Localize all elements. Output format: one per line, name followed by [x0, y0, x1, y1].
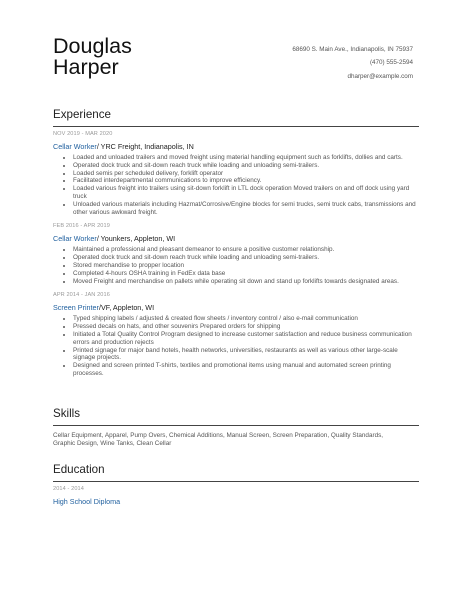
job-dates: FEB 2016 - APR 2019 [53, 223, 110, 230]
address: 68690 S. Main Ave., Indianapolis, IN 75937 [292, 46, 413, 53]
phone: (470) 555-2594 [369, 59, 413, 67]
job-dates: NOV 2019 - MAR 2020 [53, 131, 113, 137]
bullet-item: • Unloaded various materials including Hazmat/Corrosive/Engine blocks for semi trucks, semi truck cabs, transmissions and other various awkward freight. [73, 201, 419, 217]
bullet-item: • Stored merchandise to propper location [73, 262, 419, 270]
job-role: Cellar Worker [53, 142, 97, 151]
experience-section [53, 108, 419, 378]
job-entry [53, 292, 419, 377]
job-title [53, 303, 419, 312]
job-company: / Younkers, Appleton, WI [96, 234, 176, 244]
education-degree: High School Diploma [53, 497, 121, 506]
experience-heading: Experience [53, 108, 419, 127]
candidate-name [53, 36, 132, 78]
skills-list: Cellar Equipment, Apparel, Pump Overs, Chemical Additions, Manual Screen, Screen Preparation, Quality Standards, Graphic Design, Wine Tanks, Clean Cellar [53, 432, 384, 447]
bullet-item: • Moved Freight and merchandise on pallets while operating sit down and stand up forklifts towards designated areas. [73, 278, 419, 286]
bullet-item: • Loaded and unloaded trailers and moved freight using material handling equipment such as forklifts, dollies and carts. [73, 154, 419, 162]
job-role: Screen Printer [53, 303, 99, 313]
education-section [53, 463, 419, 506]
job-entry [53, 223, 419, 285]
bullet-item: • Initiated a Total Quality Control Program designed to increase customer satisfaction and reduce business communication errors and production rejects [73, 331, 419, 347]
bullet-item: • Typed shipping labels / adjusted & created flow sheets / inventory control / also e-mail communication [73, 315, 419, 323]
bullet-item: • Loaded various freight into trailers using sit-down forklift in LTL dock operation Moved trailers on and off dock using yard truck [73, 185, 419, 201]
skills-section [53, 407, 419, 448]
job-title [53, 234, 419, 243]
job-company: / YRC Freight, Indianapolis, IN [96, 142, 194, 151]
email: dharper@example.com [347, 72, 413, 80]
first-name: Douglas [53, 34, 132, 58]
job-role: Cellar Worker [53, 234, 97, 244]
bullet-item: • Operated dock truck and sit-down reach truck while loading and unloading semi-trailers. [73, 254, 419, 262]
job-bullets [53, 246, 419, 285]
contact-info [292, 43, 413, 83]
education-heading: Education [53, 463, 419, 482]
job-title [53, 142, 419, 151]
education-dates: 2014 - 2014 [53, 486, 84, 492]
skills-heading: Skills [53, 407, 419, 426]
job-company: /VF, Appleton, WI [98, 303, 155, 313]
job-bullets [53, 154, 419, 216]
bullet-item: • Pressed decals on hats, and other souvenirs Prepared orders for shipping [73, 323, 419, 331]
job-entry [53, 131, 419, 216]
bullet-item: • Designed and screen printed T-shirts, textiles and promotional items using manual and automated screen printing processes. [73, 362, 419, 378]
bullet-item: • Completed 4-hours OSHA training in FedEx data base [73, 270, 419, 278]
bullet-item: • Operated dock truck and sit-down reach truck while loading and unloading semi-trailers. [73, 162, 419, 170]
bullet-item: • Loaded semis per scheduled delivery, forklift operator [73, 170, 419, 178]
job-bullets [53, 315, 419, 377]
bullet-item: • Maintained a professional and pleasant demeanor to ensure a positive customer relationship. [73, 246, 419, 254]
bullet-item: • Printed signage for major band hotels, health networks, universities, restaurants as well as various other large-scale signage projects. [73, 347, 419, 363]
job-dates: APR 2014 - JAN 2016 [53, 292, 110, 299]
bullet-item: • Facilitated interdepartmental communications to improve efficiency. [73, 177, 419, 185]
last-name: Harper [53, 55, 119, 79]
